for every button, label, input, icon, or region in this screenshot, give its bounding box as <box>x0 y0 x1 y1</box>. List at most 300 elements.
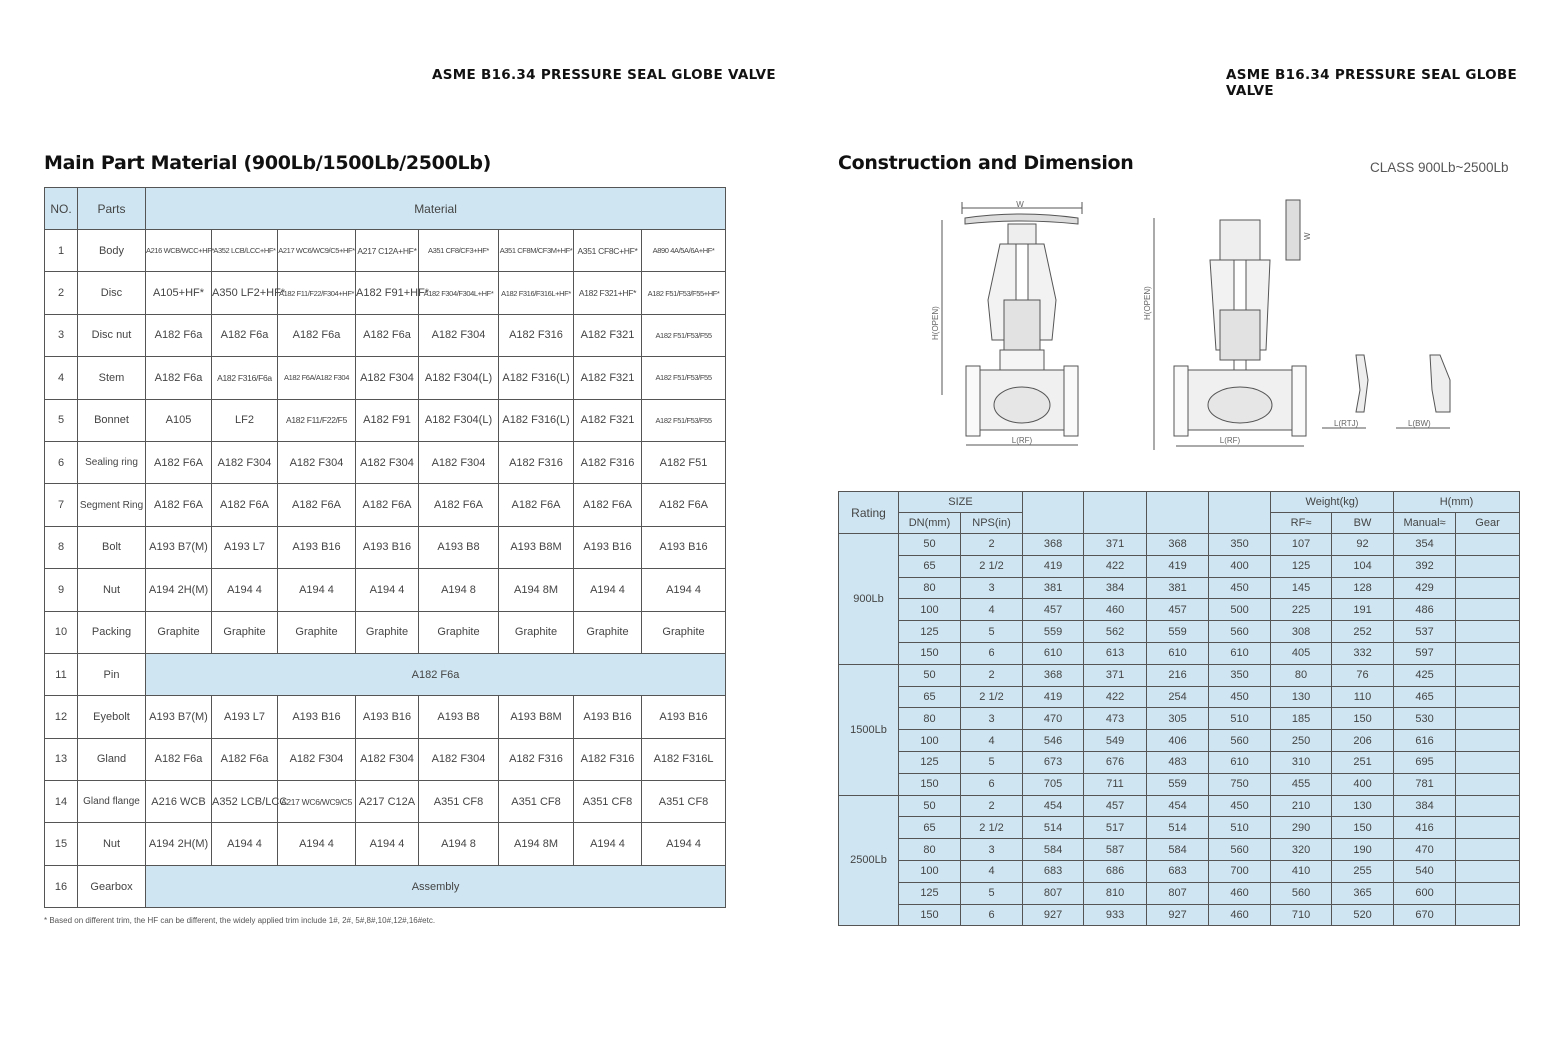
dimension-cell: 700 <box>1209 860 1271 882</box>
material-cell: A351 CF8M/CF3M+HF* <box>499 230 574 272</box>
header-weight: Weight(kg) <box>1271 492 1394 513</box>
dimension-cell: 5 <box>961 751 1023 773</box>
dimension-cell: 2 1/2 <box>961 817 1023 839</box>
material-cell: A351 CF8 <box>642 781 726 823</box>
dimension-cell: 150 <box>1332 817 1394 839</box>
material-row-no: 16 <box>45 865 78 907</box>
dimension-cell: 450 <box>1209 577 1271 599</box>
dimension-cell: 559 <box>1147 773 1209 795</box>
dimension-cell: 610 <box>1209 642 1271 664</box>
material-cell: A351 CF8 <box>499 781 574 823</box>
material-cell: A194 8M <box>499 823 574 865</box>
dimension-cell: 130 <box>1332 795 1394 817</box>
header-parts: Parts <box>78 188 146 230</box>
dimension-cell: 371 <box>1084 664 1147 686</box>
material-row <box>45 484 726 526</box>
material-cell: A105+HF* <box>146 272 212 314</box>
dimension-cell: 350 <box>1209 534 1271 556</box>
dimension-cell: 384 <box>1394 795 1456 817</box>
material-cell: A352 LCB/LCC+HF* <box>212 230 278 272</box>
material-row-no: 13 <box>45 738 78 780</box>
dimension-cell: 150 <box>899 773 961 795</box>
dimension-cell: 549 <box>1084 730 1147 752</box>
dimension-section-title: Construction and Dimension <box>838 152 1134 174</box>
material-cell: A193 B7(M) <box>146 696 212 738</box>
dimension-row <box>839 708 1520 730</box>
material-row-part: Body <box>78 230 146 272</box>
dimension-row <box>839 773 1520 795</box>
dimension-cell: 683 <box>1023 860 1084 882</box>
dimension-cell: 254 <box>1147 686 1209 708</box>
dimension-cell: 4 <box>961 599 1023 621</box>
dimension-cell: 705 <box>1023 773 1084 795</box>
material-row-no: 12 <box>45 696 78 738</box>
header-dn: DN(mm) <box>899 513 961 534</box>
dimension-cell: 145 <box>1271 577 1332 599</box>
label-w-front: W <box>1016 200 1024 209</box>
page-header-left: ASME B16.34 PRESSURE SEAL GLOBE VALVE <box>432 67 776 83</box>
dimension-cell: 710 <box>1271 904 1332 926</box>
material-cell: A194 4 <box>574 823 642 865</box>
dimension-cell: 457 <box>1023 599 1084 621</box>
dimension-cell: 368 <box>1023 534 1084 556</box>
material-row-part: Gland <box>78 738 146 780</box>
material-row <box>45 653 726 695</box>
dimension-cell: 560 <box>1209 621 1271 643</box>
header-gear: Gear <box>1456 513 1520 534</box>
material-cell: A182 F316 <box>574 441 642 483</box>
material-cell: A182 F6a <box>146 314 212 356</box>
dimension-cell: 807 <box>1023 882 1084 904</box>
header-nps: NPS(in) <box>961 513 1023 534</box>
dimension-cell: 676 <box>1084 751 1147 773</box>
dimension-cell: 65 <box>899 555 961 577</box>
header-size: SIZE <box>899 492 1023 513</box>
dimension-row <box>839 664 1520 686</box>
material-row-no: 9 <box>45 569 78 611</box>
material-row-no: 2 <box>45 272 78 314</box>
dimension-cell: 206 <box>1332 730 1394 752</box>
dimension-row <box>839 795 1520 817</box>
material-cell: A194 4 <box>278 823 356 865</box>
material-cell: A193 B16 <box>356 696 419 738</box>
material-cell: A182 F304 <box>356 738 419 780</box>
dimension-cell: 2 <box>961 795 1023 817</box>
material-row <box>45 399 726 441</box>
label-l-rf-side: L(RF) <box>1219 436 1241 445</box>
material-row <box>45 357 726 399</box>
material-row-part: Bolt <box>78 526 146 568</box>
dimension-cell: 130 <box>1271 686 1332 708</box>
dimension-cell: 600 <box>1394 882 1456 904</box>
dimension-cell: 400 <box>1332 773 1394 795</box>
material-row <box>45 738 726 780</box>
dimension-cell: 540 <box>1394 860 1456 882</box>
material-cell: A182 F6A <box>356 484 419 526</box>
material-row-no: 7 <box>45 484 78 526</box>
dimension-cell <box>1456 621 1520 643</box>
material-row-part: Nut <box>78 823 146 865</box>
dimension-cell: 486 <box>1394 599 1456 621</box>
dimension-cell: 695 <box>1394 751 1456 773</box>
dimension-cell: 425 <box>1394 664 1456 686</box>
material-merged-cell: Assembly <box>146 865 726 907</box>
material-cell: A193 B8 <box>419 696 499 738</box>
dimension-cell: 125 <box>899 751 961 773</box>
material-cell: A182 F316 <box>574 738 642 780</box>
material-cell: A194 4 <box>642 569 726 611</box>
dimension-cell: 125 <box>899 621 961 643</box>
dimension-cell: 416 <box>1394 817 1456 839</box>
material-cell: A182 F6A <box>499 484 574 526</box>
dimension-cell: 450 <box>1209 795 1271 817</box>
dimension-cell: 76 <box>1332 664 1394 686</box>
dimension-cell: 150 <box>899 642 961 664</box>
header-blank-1 <box>1023 492 1084 534</box>
material-cell: A182 F51/F53/F55 <box>642 399 726 441</box>
dimension-cell: 520 <box>1332 904 1394 926</box>
dimension-cell: 610 <box>1209 751 1271 773</box>
header-bw: BW <box>1332 513 1394 534</box>
dimension-cell: 559 <box>1023 621 1084 643</box>
dimension-cell: 405 <box>1271 642 1332 664</box>
material-cell: A182 F304 <box>419 738 499 780</box>
material-cell: A182 F6a <box>146 357 212 399</box>
dimension-cell: 422 <box>1084 686 1147 708</box>
material-cell: A182 F316(L) <box>499 357 574 399</box>
material-cell: A193 B8M <box>499 696 574 738</box>
dimension-cell: 460 <box>1084 599 1147 621</box>
dimension-cell: 92 <box>1332 534 1394 556</box>
dimension-cell: 560 <box>1209 730 1271 752</box>
material-cell: Graphite <box>419 611 499 653</box>
material-cell: A182 F6A/A182 F304 <box>278 357 356 399</box>
material-cell: A182 F321 <box>574 314 642 356</box>
dimension-cell: 332 <box>1332 642 1394 664</box>
material-cell: A193 B16 <box>642 526 726 568</box>
dimension-cell: 406 <box>1147 730 1209 752</box>
dimension-cell: 500 <box>1209 599 1271 621</box>
material-cell: A182 F316L <box>642 738 726 780</box>
material-cell: A182 F6A <box>146 484 212 526</box>
material-row-no: 10 <box>45 611 78 653</box>
material-row-part: Stem <box>78 357 146 399</box>
dimension-cell: 454 <box>1023 795 1084 817</box>
material-row <box>45 569 726 611</box>
material-header-row <box>45 188 726 230</box>
rating-cell: 900Lb <box>839 534 899 665</box>
material-cell: A182 F6a <box>278 314 356 356</box>
dimension-cell: 422 <box>1084 555 1147 577</box>
dimension-cell: 781 <box>1394 773 1456 795</box>
material-cell: Graphite <box>212 611 278 653</box>
material-cell: A193 B8 <box>419 526 499 568</box>
dimension-row <box>839 904 1520 926</box>
material-cell: A351 CF8/CF3+HF* <box>419 230 499 272</box>
material-cell: A350 LF2+HF* <box>212 272 278 314</box>
dimension-cell: 530 <box>1394 708 1456 730</box>
material-cell: A351 CF8 <box>419 781 499 823</box>
dimension-cell: 560 <box>1271 882 1332 904</box>
material-cell: A217 WC6/WC9/C5+HF* <box>278 230 356 272</box>
material-cell: Graphite <box>146 611 212 653</box>
material-cell: A182 F6A <box>642 484 726 526</box>
material-cell: A182 F51/F53/F55 <box>642 357 726 399</box>
dimension-cell: 470 <box>1023 708 1084 730</box>
dimension-cell: 371 <box>1084 534 1147 556</box>
valve-drawing <box>920 190 1480 460</box>
dimension-cell: 410 <box>1271 860 1332 882</box>
material-cell: A217 WC6/WC9/C5 <box>278 781 356 823</box>
dimension-cell: 350 <box>1209 664 1271 686</box>
dimension-cell: 80 <box>899 577 961 599</box>
material-cell: A352 LCB/LCC <box>212 781 278 823</box>
material-row-no: 5 <box>45 399 78 441</box>
label-w-side: W <box>1303 232 1312 240</box>
rating-cell: 2500Lb <box>839 795 899 926</box>
material-row-no: 4 <box>45 357 78 399</box>
dimension-cell: 514 <box>1023 817 1084 839</box>
dimension-table <box>838 491 1520 926</box>
material-cell: A182 F6a <box>146 738 212 780</box>
material-cell: A194 4 <box>356 823 419 865</box>
material-cell: A182 F6A <box>419 484 499 526</box>
header-rf: RF≈ <box>1271 513 1332 534</box>
dimension-cell: 419 <box>1147 555 1209 577</box>
dimension-cell: 3 <box>961 577 1023 599</box>
dimension-cell: 100 <box>899 599 961 621</box>
dimension-cell: 483 <box>1147 751 1209 773</box>
dimension-cell: 50 <box>899 795 961 817</box>
material-row-part: Gearbox <box>78 865 146 907</box>
dimension-cell: 305 <box>1147 708 1209 730</box>
dimension-cell <box>1456 860 1520 882</box>
material-cell: A182 F304 <box>278 738 356 780</box>
header-manual: Manual≈ <box>1394 513 1456 534</box>
dimension-cell: 470 <box>1394 839 1456 861</box>
header-blank-3 <box>1147 492 1209 534</box>
label-l-rtj: L(RTJ) <box>1334 419 1359 428</box>
dimension-cell <box>1456 795 1520 817</box>
dimension-row <box>839 730 1520 752</box>
dimension-cell: 5 <box>961 621 1023 643</box>
material-cell: A193 B16 <box>356 526 419 568</box>
material-row-no: 3 <box>45 314 78 356</box>
material-row-no: 8 <box>45 526 78 568</box>
dimension-cell <box>1456 839 1520 861</box>
class-label: CLASS 900Lb~2500Lb <box>1370 160 1509 175</box>
dimension-cell: 100 <box>899 730 961 752</box>
dimension-cell: 454 <box>1147 795 1209 817</box>
material-cell: LF2 <box>212 399 278 441</box>
material-row-part: Segment Ring <box>78 484 146 526</box>
dimension-cell: 807 <box>1147 882 1209 904</box>
material-cell: A105 <box>146 399 212 441</box>
dimension-cell: 225 <box>1271 599 1332 621</box>
dimension-cell: 310 <box>1271 751 1332 773</box>
material-cell: A194 4 <box>212 823 278 865</box>
dimension-cell: 711 <box>1084 773 1147 795</box>
material-cell: A193 B16 <box>642 696 726 738</box>
dimension-cell: 251 <box>1332 751 1394 773</box>
dimension-cell: 128 <box>1332 577 1394 599</box>
material-cell: A193 B16 <box>278 696 356 738</box>
dimension-cell: 610 <box>1023 642 1084 664</box>
material-table <box>44 187 726 908</box>
material-row <box>45 781 726 823</box>
material-cell: A182 F6a <box>212 314 278 356</box>
material-row <box>45 823 726 865</box>
dimension-row <box>839 621 1520 643</box>
dimension-cell: 368 <box>1147 534 1209 556</box>
dimension-cell: 460 <box>1209 882 1271 904</box>
dimension-cell: 2 1/2 <box>961 686 1023 708</box>
dimension-cell <box>1456 882 1520 904</box>
dimension-cell: 560 <box>1209 839 1271 861</box>
material-footnote: * Based on different trim, the HF can be different, the widely applied trim include 1#, 2#, 5#,8#,10#,12#,16#etc. <box>44 916 436 925</box>
dimension-cell: 185 <box>1271 708 1332 730</box>
dimension-cell: 191 <box>1332 599 1394 621</box>
material-row-no: 15 <box>45 823 78 865</box>
dimension-cell: 65 <box>899 817 961 839</box>
dimension-cell <box>1456 664 1520 686</box>
material-cell: A182 F321 <box>574 357 642 399</box>
dimension-cell <box>1456 773 1520 795</box>
dimension-row <box>839 642 1520 664</box>
dimension-cell: 465 <box>1394 686 1456 708</box>
material-cell: A351 CF8C+HF* <box>574 230 642 272</box>
material-cell: A194 4 <box>574 569 642 611</box>
material-cell: A194 8 <box>419 823 499 865</box>
dimension-cell: 510 <box>1209 708 1271 730</box>
dimension-cell: 587 <box>1084 839 1147 861</box>
material-row <box>45 230 726 272</box>
dimension-cell: 320 <box>1271 839 1332 861</box>
material-cell: A194 2H(M) <box>146 823 212 865</box>
material-row <box>45 611 726 653</box>
dimension-row <box>839 534 1520 556</box>
material-cell: A194 4 <box>212 569 278 611</box>
end-connection-details <box>1322 355 1450 428</box>
material-cell: A182 F6A <box>146 441 212 483</box>
dimension-cell: 584 <box>1147 839 1209 861</box>
header-blank-2 <box>1084 492 1147 534</box>
dimension-cell: 933 <box>1084 904 1147 926</box>
material-cell: A193 L7 <box>212 526 278 568</box>
dimension-cell: 190 <box>1332 839 1394 861</box>
material-row <box>45 526 726 568</box>
dimension-cell: 5 <box>961 882 1023 904</box>
label-l-rf-front: L(RF) <box>1011 436 1033 445</box>
header-h: H(mm) <box>1394 492 1520 513</box>
dimension-cell: 125 <box>899 882 961 904</box>
dimension-cell: 670 <box>1394 904 1456 926</box>
material-cell: A182 F316/F316L+HF* <box>499 272 574 314</box>
dimension-cell: 419 <box>1023 555 1084 577</box>
dimension-cell: 104 <box>1332 555 1394 577</box>
dimension-cell <box>1456 751 1520 773</box>
dimension-cell: 810 <box>1084 882 1147 904</box>
dimension-cell <box>1456 555 1520 577</box>
material-cell: A182 F11/F22/F304+HF* <box>278 272 356 314</box>
header-no: NO. <box>45 188 78 230</box>
dimension-row <box>839 839 1520 861</box>
material-cell: A193 B7(M) <box>146 526 212 568</box>
dimension-cell: 210 <box>1271 795 1332 817</box>
material-section-title: Main Part Material (900Lb/1500Lb/2500Lb) <box>44 152 492 174</box>
dimension-cell: 546 <box>1023 730 1084 752</box>
header-material: Material <box>146 188 726 230</box>
dimension-row <box>839 817 1520 839</box>
dimension-cell: 65 <box>899 686 961 708</box>
material-cell: Graphite <box>574 611 642 653</box>
dimension-cell <box>1456 599 1520 621</box>
material-cell: A351 CF8 <box>574 781 642 823</box>
dimension-row <box>839 599 1520 621</box>
material-row-no: 11 <box>45 653 78 695</box>
material-cell: A216 WCB/WCC+HF* <box>146 230 212 272</box>
material-row-part: Eyebolt <box>78 696 146 738</box>
material-cell: A217 C12A <box>356 781 419 823</box>
dimension-cell: 562 <box>1084 621 1147 643</box>
material-cell: A182 F51/F53/F55+HF* <box>642 272 726 314</box>
dimension-row <box>839 577 1520 599</box>
dimension-cell: 6 <box>961 773 1023 795</box>
dimension-cell: 517 <box>1084 817 1147 839</box>
dimension-cell: 107 <box>1271 534 1332 556</box>
material-cell: A182 F304 <box>356 357 419 399</box>
material-cell: Graphite <box>356 611 419 653</box>
dimension-header-row-1 <box>839 492 1520 513</box>
material-cell: A194 4 <box>642 823 726 865</box>
dimension-cell: 597 <box>1394 642 1456 664</box>
dimension-cell: 290 <box>1271 817 1332 839</box>
material-cell: A182 F321 <box>574 399 642 441</box>
material-cell: A182 F304 <box>278 441 356 483</box>
material-cell: A193 B16 <box>574 526 642 568</box>
dimension-cell: 150 <box>1332 708 1394 730</box>
material-row-part: Pin <box>78 653 146 695</box>
material-cell: A182 F304(L) <box>419 357 499 399</box>
dimension-cell: 610 <box>1147 642 1209 664</box>
material-cell: A182 F304 <box>212 441 278 483</box>
dimension-cell: 80 <box>899 839 961 861</box>
dimension-cell: 252 <box>1332 621 1394 643</box>
dimension-cell: 457 <box>1084 795 1147 817</box>
material-cell: A182 F316/F6a <box>212 357 278 399</box>
dimension-cell <box>1456 708 1520 730</box>
material-cell: A890 4A/5A/6A+HF* <box>642 230 726 272</box>
dimension-cell: 686 <box>1084 860 1147 882</box>
material-cell: Graphite <box>642 611 726 653</box>
material-cell: A182 F304 <box>356 441 419 483</box>
material-cell: A182 F51/F53/F55 <box>642 314 726 356</box>
material-row-part: Packing <box>78 611 146 653</box>
material-cell: A193 B16 <box>574 696 642 738</box>
material-cell: A182 F6a <box>356 314 419 356</box>
dimension-cell: 392 <box>1394 555 1456 577</box>
material-cell: A182 F6A <box>278 484 356 526</box>
material-cell: A193 B8M <box>499 526 574 568</box>
material-row <box>45 272 726 314</box>
material-row-no: 14 <box>45 781 78 823</box>
material-row-no: 6 <box>45 441 78 483</box>
dimension-cell <box>1456 577 1520 599</box>
material-cell: A182 F91+HF* <box>356 272 419 314</box>
material-row-part: Disc <box>78 272 146 314</box>
dimension-cell: 584 <box>1023 839 1084 861</box>
dimension-row <box>839 882 1520 904</box>
